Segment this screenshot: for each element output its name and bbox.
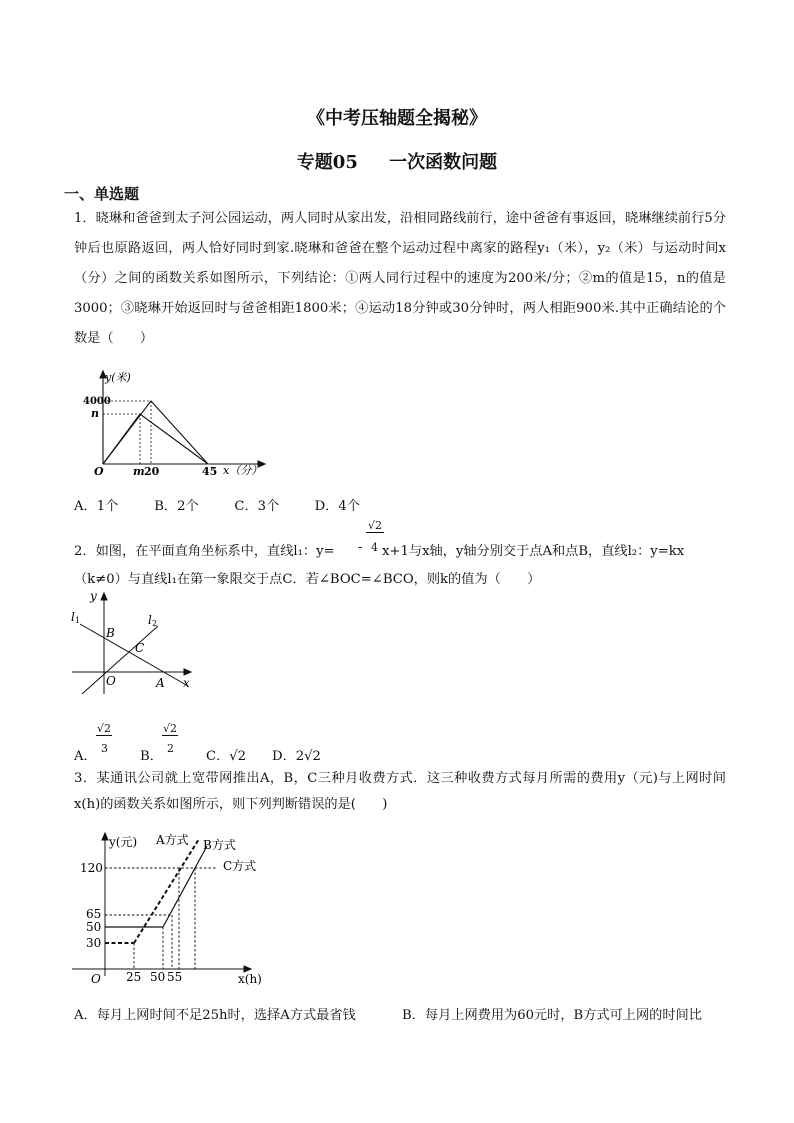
q2-line-l1 bbox=[80, 624, 188, 686]
q2-x-label: x bbox=[183, 676, 190, 690]
q2-fraction-denominator: 4 bbox=[371, 541, 378, 554]
q3-y-tick-30: 30 bbox=[86, 936, 102, 950]
q2-l2-label: l bbox=[148, 613, 152, 627]
q1-x-tick-45: 45 bbox=[202, 465, 218, 478]
q3-label-a: A方式 bbox=[156, 833, 189, 847]
q2-l2-sub: 2 bbox=[152, 619, 158, 628]
question-1-options bbox=[74, 495, 360, 514]
q2-point-b: B bbox=[106, 626, 115, 640]
book-title: 《中考压轴题全揭秘》 bbox=[307, 108, 487, 129]
q2-option-b-den: 2 bbox=[167, 742, 174, 755]
q1-option-c[interactable]: C．3个 bbox=[234, 499, 280, 514]
q2-y-arrow bbox=[101, 593, 107, 600]
q2-text-line1-pre: 2．如图，在平面直角坐标系中，直线l₁：y= bbox=[74, 544, 335, 559]
q2-point-c: C bbox=[135, 641, 145, 655]
q2-fraction-numerator: √2 bbox=[368, 519, 383, 532]
q2-line-l2 bbox=[82, 626, 158, 694]
q1-line-xiaolin bbox=[103, 401, 208, 464]
q2-option-a[interactable]: A． bbox=[74, 749, 97, 764]
q3-y-tick-65: 65 bbox=[86, 907, 102, 921]
section-heading: 一、单选题 bbox=[64, 185, 140, 203]
question-3-text: 3．某通讯公司就上宽带网推出A，B，C三种月收费方式．这三种收费方式每月所需的费用y（元)与上网时间x(h)的函数关系如图所示，则下列判断错误的是( ) bbox=[74, 771, 726, 812]
q1-y-tick-4000: 4000 bbox=[83, 396, 111, 407]
q3-option-b[interactable]: B．每月上网费用为60元时，B方式可上网的时间比 bbox=[402, 1008, 702, 1023]
q3-x-tick-55: 55 bbox=[167, 970, 183, 984]
q1-option-a[interactable]: A．1个 bbox=[74, 499, 119, 514]
q2-fraction-sign: - bbox=[358, 540, 363, 555]
q1-x-tick-m: m bbox=[133, 465, 145, 478]
question-1-graph bbox=[82, 366, 282, 478]
q2-point-a: A bbox=[156, 676, 165, 690]
q3-x-tick-50: 50 bbox=[150, 970, 166, 984]
question-1-text: 1．晓琳和爸爸到太子河公园运动，两人同时从家出发，沿相同路线前行，途中爸爸有事返回，晓琳继续前行5分钟后也原路返回，两人恰好同时到家.晓琳和爸爸在整个运动过程中离家的路程y₁（米），y₂（米）与运动时间x（分）之间的函数关系如图所示，下列结论：①两人同行过程中的速度为200米/分；②m的值是15，n的值是3000；③晓琳开始返回时与爸爸相距1800米；④运动18分钟或30分钟时，两人相距900米.其中正确结论的个数是（ ） bbox=[74, 211, 726, 346]
q2-option-b[interactable]: B． bbox=[140, 749, 163, 764]
q3-y-tick-50: 50 bbox=[86, 920, 102, 934]
q1-x-tick-20: 20 bbox=[144, 465, 160, 478]
q2-option-c[interactable]: C．√2 bbox=[206, 749, 247, 764]
q2-text-line1-post: x+1与x轴，y轴分别交于点A和点B，直线l₂：y=kx bbox=[382, 544, 685, 559]
q2-option-d[interactable]: D．2√2 bbox=[272, 749, 321, 764]
q2-option-b-num: √2 bbox=[163, 722, 178, 735]
q1-option-b[interactable]: B．2个 bbox=[154, 499, 199, 514]
q3-y-arrow bbox=[102, 833, 108, 840]
q3-label-c: C方式 bbox=[223, 859, 257, 873]
q3-x-tick-25: 25 bbox=[126, 970, 142, 984]
q2-text-line2: （k≠0）与直线l₁在第一象限交于点C．若∠BOC=∠BCO，则k的值为（ ） bbox=[74, 572, 541, 587]
q1-y-label: y(米) bbox=[105, 371, 131, 384]
q3-option-a[interactable]: A．每月上网时间不足25h时，选择A方式最省钱 bbox=[74, 1008, 356, 1023]
q3-y-tick-120: 120 bbox=[80, 861, 103, 875]
question-3-graph bbox=[66, 826, 276, 992]
q2-l1-label: l bbox=[71, 610, 75, 624]
q1-line-dad bbox=[103, 414, 208, 464]
q2-option-a-den: 3 bbox=[101, 742, 108, 755]
q3-origin: O bbox=[91, 972, 101, 986]
q3-label-b: B方式 bbox=[203, 838, 236, 852]
q1-origin: O bbox=[94, 465, 104, 478]
q2-x-arrow bbox=[184, 669, 191, 675]
q1-x-label: x（分） bbox=[223, 464, 263, 477]
q1-y-tick-n: n bbox=[91, 407, 99, 420]
q2-point-o: O bbox=[106, 674, 116, 688]
topic-title: 专题05 一次函数问题 bbox=[296, 152, 498, 173]
q3-x-label: x(h) bbox=[238, 972, 262, 986]
question-2-graph bbox=[66, 590, 196, 698]
q2-option-a-num: √2 bbox=[97, 722, 112, 735]
q2-y-label: y bbox=[90, 590, 97, 603]
q1-option-d[interactable]: D．4个 bbox=[314, 499, 360, 514]
q3-y-label: y(元) bbox=[109, 835, 138, 849]
q2-l1-sub: 1 bbox=[75, 616, 81, 625]
